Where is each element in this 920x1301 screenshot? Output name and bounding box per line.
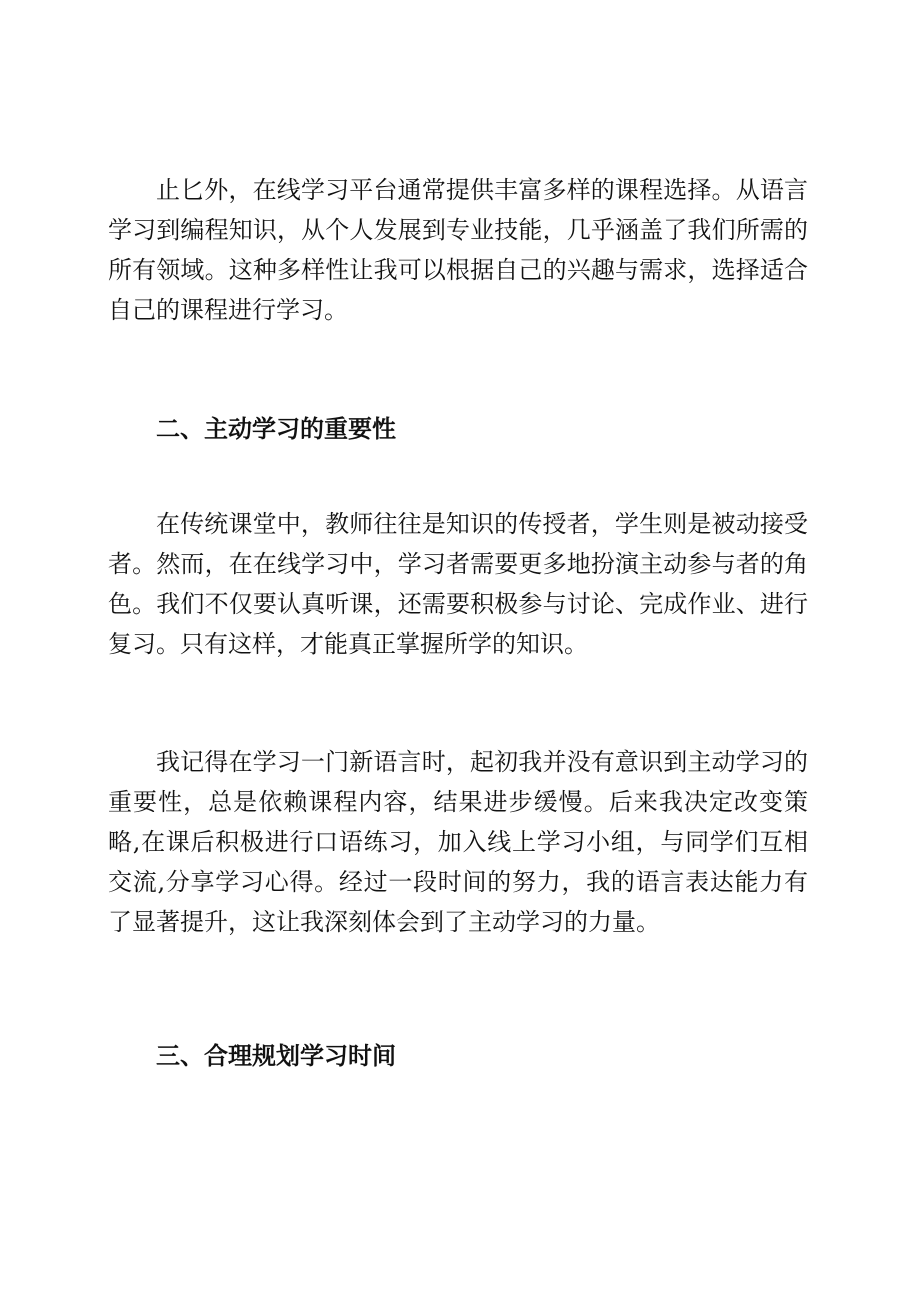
section-heading: 三、合理规划学习时间 — [156, 1042, 396, 1070]
body-paragraph: 在传统课堂中，教师往往是知识的传授者，学生则是被动接受者。然而，在在线学习中，学习者需要更多地扮演主动参与者的角色。我们不仅要认真听课，还需要积极参与讨论、完成作业、进行复习。只有这样，才能真正掌握所学的知识。 — [108, 510, 808, 658]
body-paragraph: 止匕外，在线学习平台通常提供丰富多样的课程选择。从语言学习到编程知识，从个人发展到专业技能，几乎涵盖了我们所需的所有领域。这种多样性让我可以根据自己的兴趣与需求，选择适合自己的课程进行学习。 — [108, 176, 808, 324]
section-heading: 二、主动学习的重要性 — [156, 415, 396, 443]
body-paragraph: 我记得在学习一门新语言时，起初我并没有意识到主动学习的重要性，总是依赖课程内容，结果进步缓慢。后来我决定改变策略,在课后积极进行口语练习，加入线上学习小组，与同学们互相交流,分享学习心得。经过一段时间的努力，我的语言表达能力有了显著提升，这让我深刻体会到了主动学习的力量。 — [108, 748, 808, 936]
